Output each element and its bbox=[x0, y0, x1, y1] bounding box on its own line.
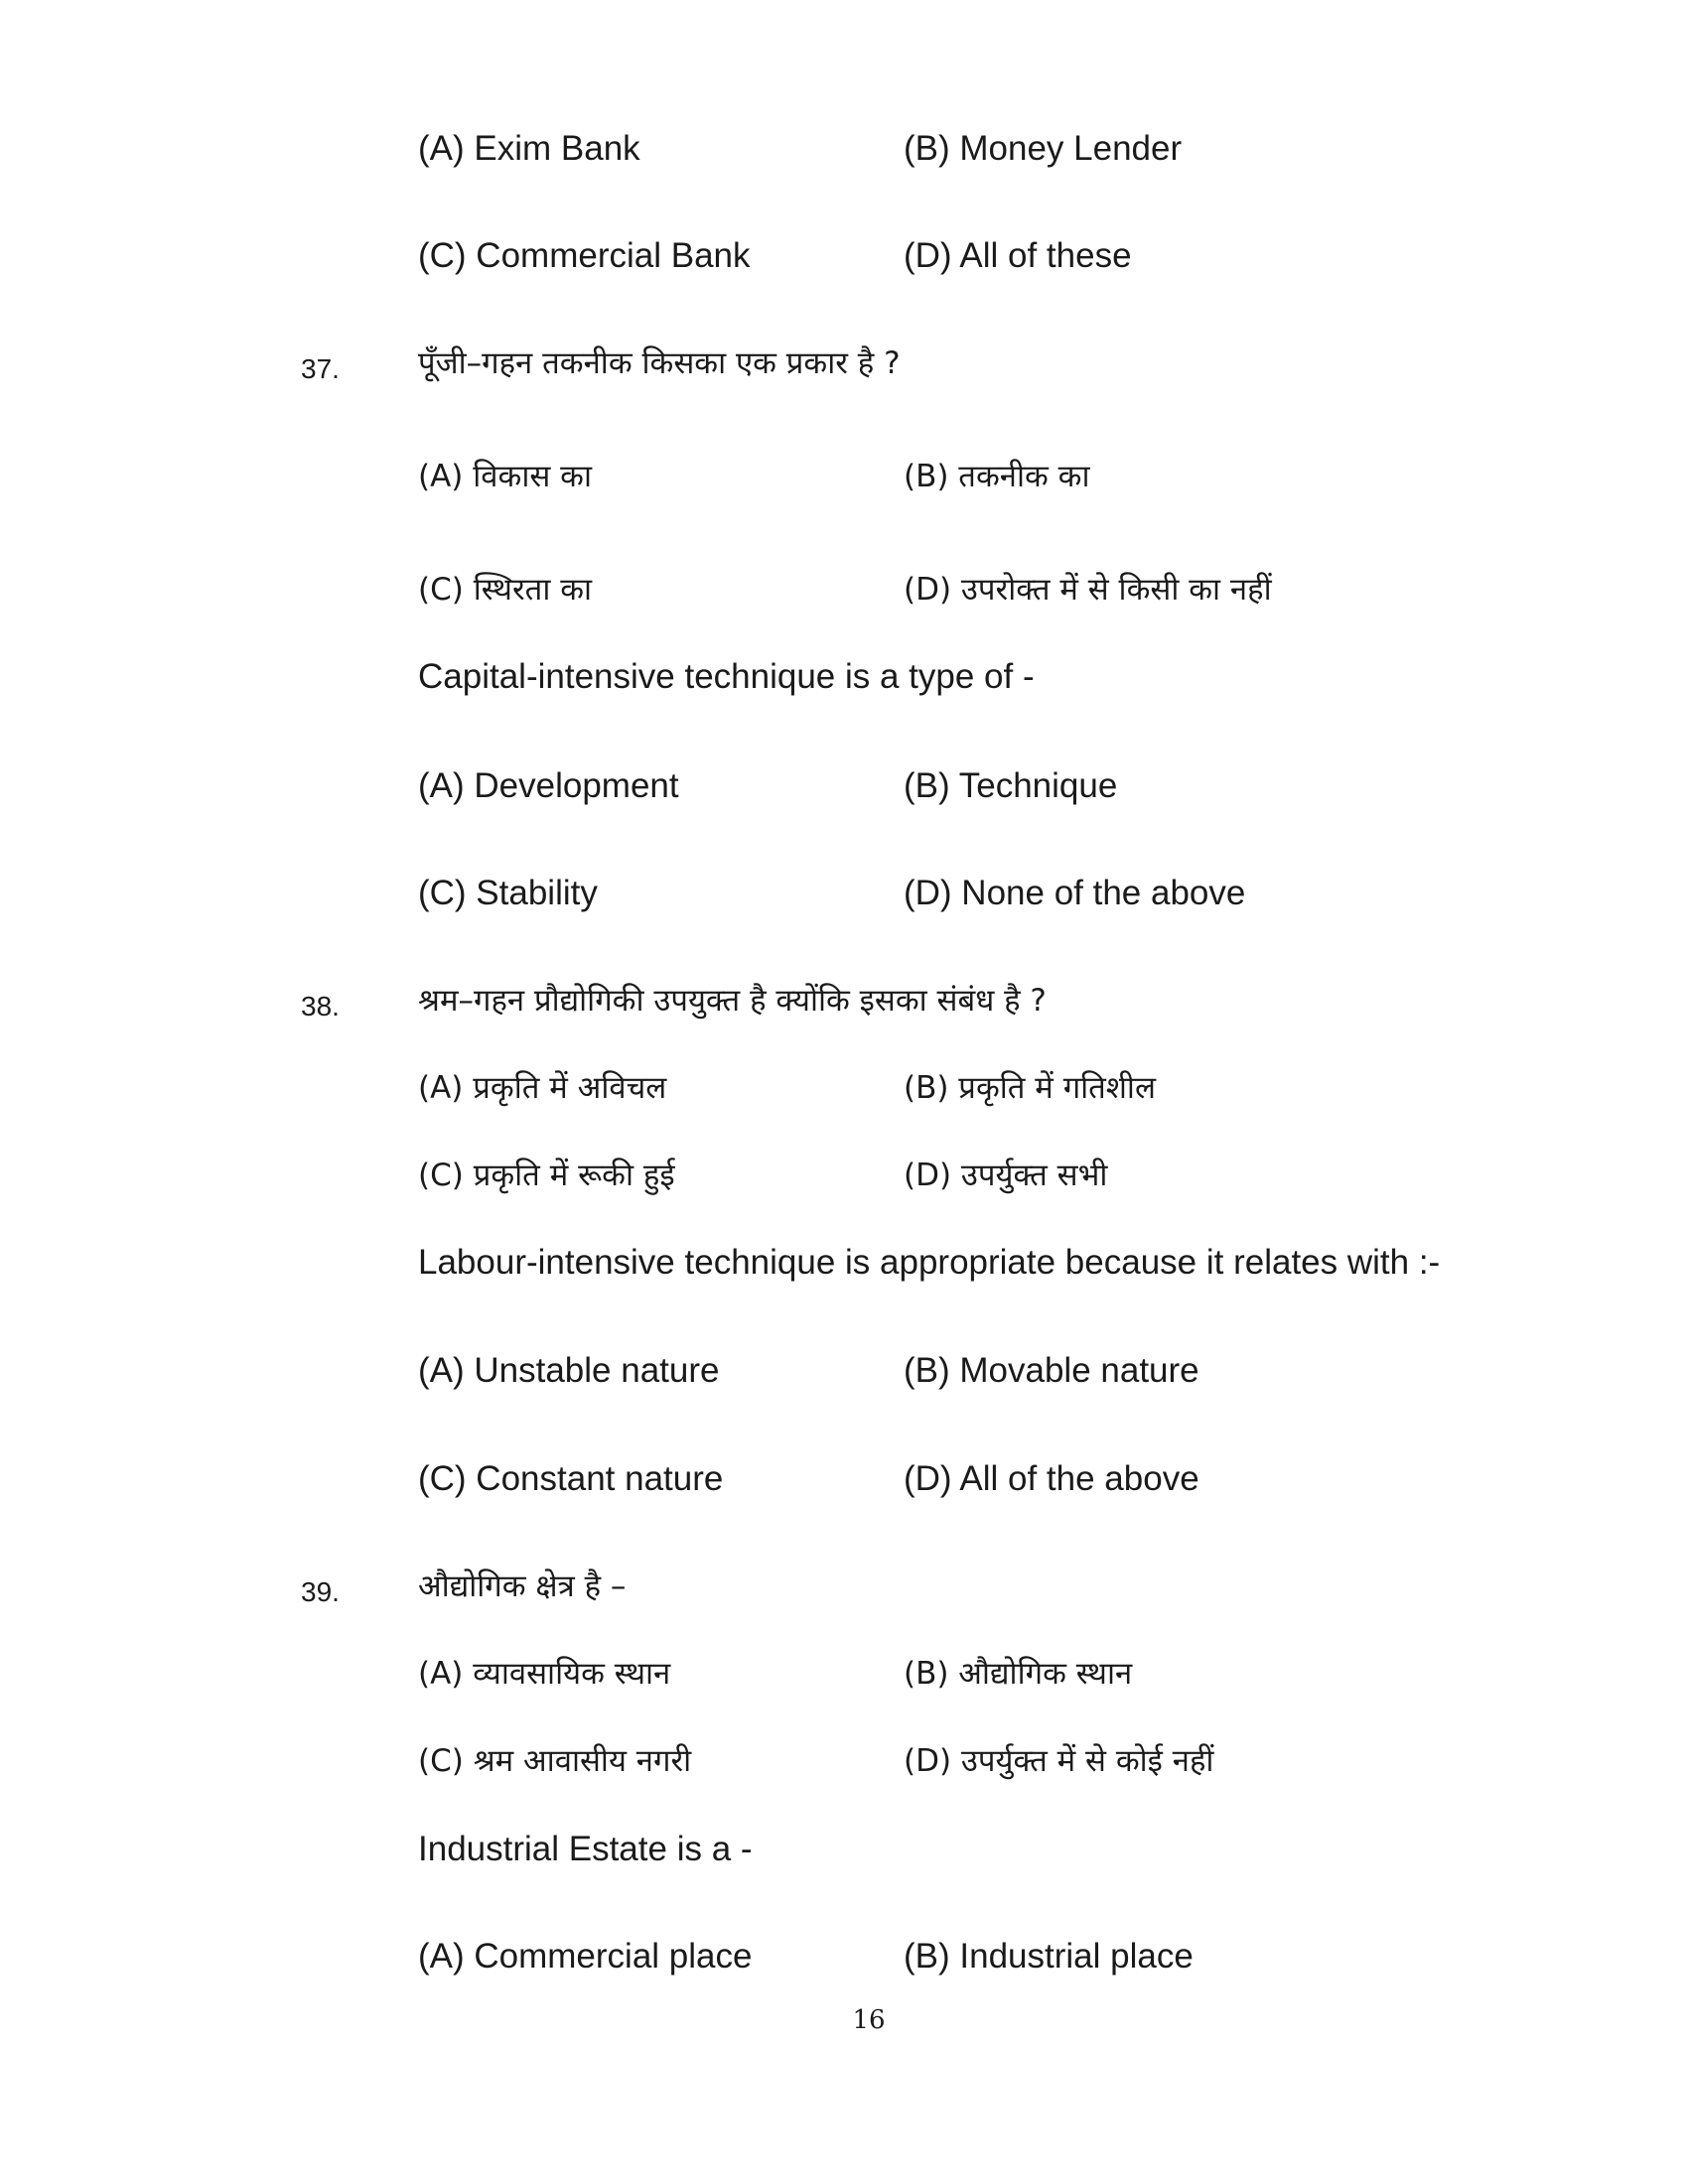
q36-option-c: (C) Commercial Bank bbox=[418, 236, 751, 275]
q38-option-a-hindi: (A) प्रकृति में अविचल bbox=[418, 1070, 667, 1106]
q39-option-b: (B) Industrial place bbox=[904, 1937, 1194, 1976]
q37-option-a-hindi: (A) विकास का bbox=[418, 459, 592, 494]
page-number: 16 bbox=[852, 2005, 886, 2035]
q39-option-b-hindi: (B) औद्योगिक स्थान bbox=[904, 1656, 1133, 1692]
q37-option-c-hindi: (C) स्थिरता का bbox=[418, 572, 593, 608]
q38-option-b-hindi: (B) प्रकृति में गतिशील bbox=[904, 1070, 1156, 1106]
q37-number: 37. bbox=[301, 353, 340, 384]
q37-question-hindi: पूँजी–गहन तकनीक किसका एक प्रकार है ? bbox=[418, 345, 901, 381]
q37-option-b: (B) Technique bbox=[904, 766, 1118, 805]
q37-option-d: (D) None of the above bbox=[904, 874, 1246, 912]
q38-option-d-hindi: (D) उपर्युक्त सभी bbox=[904, 1158, 1108, 1193]
q39-option-a: (A) Commercial place bbox=[418, 1937, 753, 1976]
q38-option-a: (A) Unstable nature bbox=[418, 1351, 720, 1390]
q38-question-english: Labour-intensive technique is appropriate because it relates with :- bbox=[418, 1243, 1441, 1282]
q38-option-d: (D) All of the above bbox=[904, 1459, 1199, 1498]
q38-option-b: (B) Movable nature bbox=[904, 1351, 1199, 1390]
q38-option-c: (C) Constant nature bbox=[418, 1459, 724, 1498]
q37-option-d-hindi: (D) उपरोक्त में से किसी का नहीं bbox=[904, 572, 1272, 608]
q37-option-c: (C) Stability bbox=[418, 874, 598, 912]
q38-option-c-hindi: (C) प्रकृति में रूकी हुई bbox=[418, 1158, 675, 1193]
q39-option-d-hindi: (D) उपर्युक्त में से कोई नहीं bbox=[904, 1743, 1214, 1779]
q36-option-a: (A) Exim Bank bbox=[418, 129, 640, 168]
q36-option-b: (B) Money Lender bbox=[904, 129, 1183, 168]
q36-option-d: (D) All of these bbox=[904, 236, 1132, 275]
q37-option-b-hindi: (B) तकनीक का bbox=[904, 459, 1090, 494]
q38-number: 38. bbox=[301, 991, 340, 1022]
q39-question-english: Industrial Estate is a - bbox=[418, 1830, 753, 1868]
q37-option-a: (A) Development bbox=[418, 766, 679, 805]
q39-option-c-hindi: (C) श्रम आवासीय नगरी bbox=[418, 1743, 692, 1779]
q39-number: 39. bbox=[301, 1576, 340, 1607]
q39-question-hindi: औद्योगिक क्षेत्र है – bbox=[418, 1569, 627, 1604]
q39-option-a-hindi: (A) व्यावसायिक स्थान bbox=[418, 1656, 671, 1692]
q37-question-english: Capital-intensive technique is a type of - bbox=[418, 657, 1035, 696]
q38-question-hindi: श्रम–गहन प्रौद्योगिकी उपयुक्त है क्योंकि इसका संबंध है ? bbox=[418, 983, 1047, 1019]
